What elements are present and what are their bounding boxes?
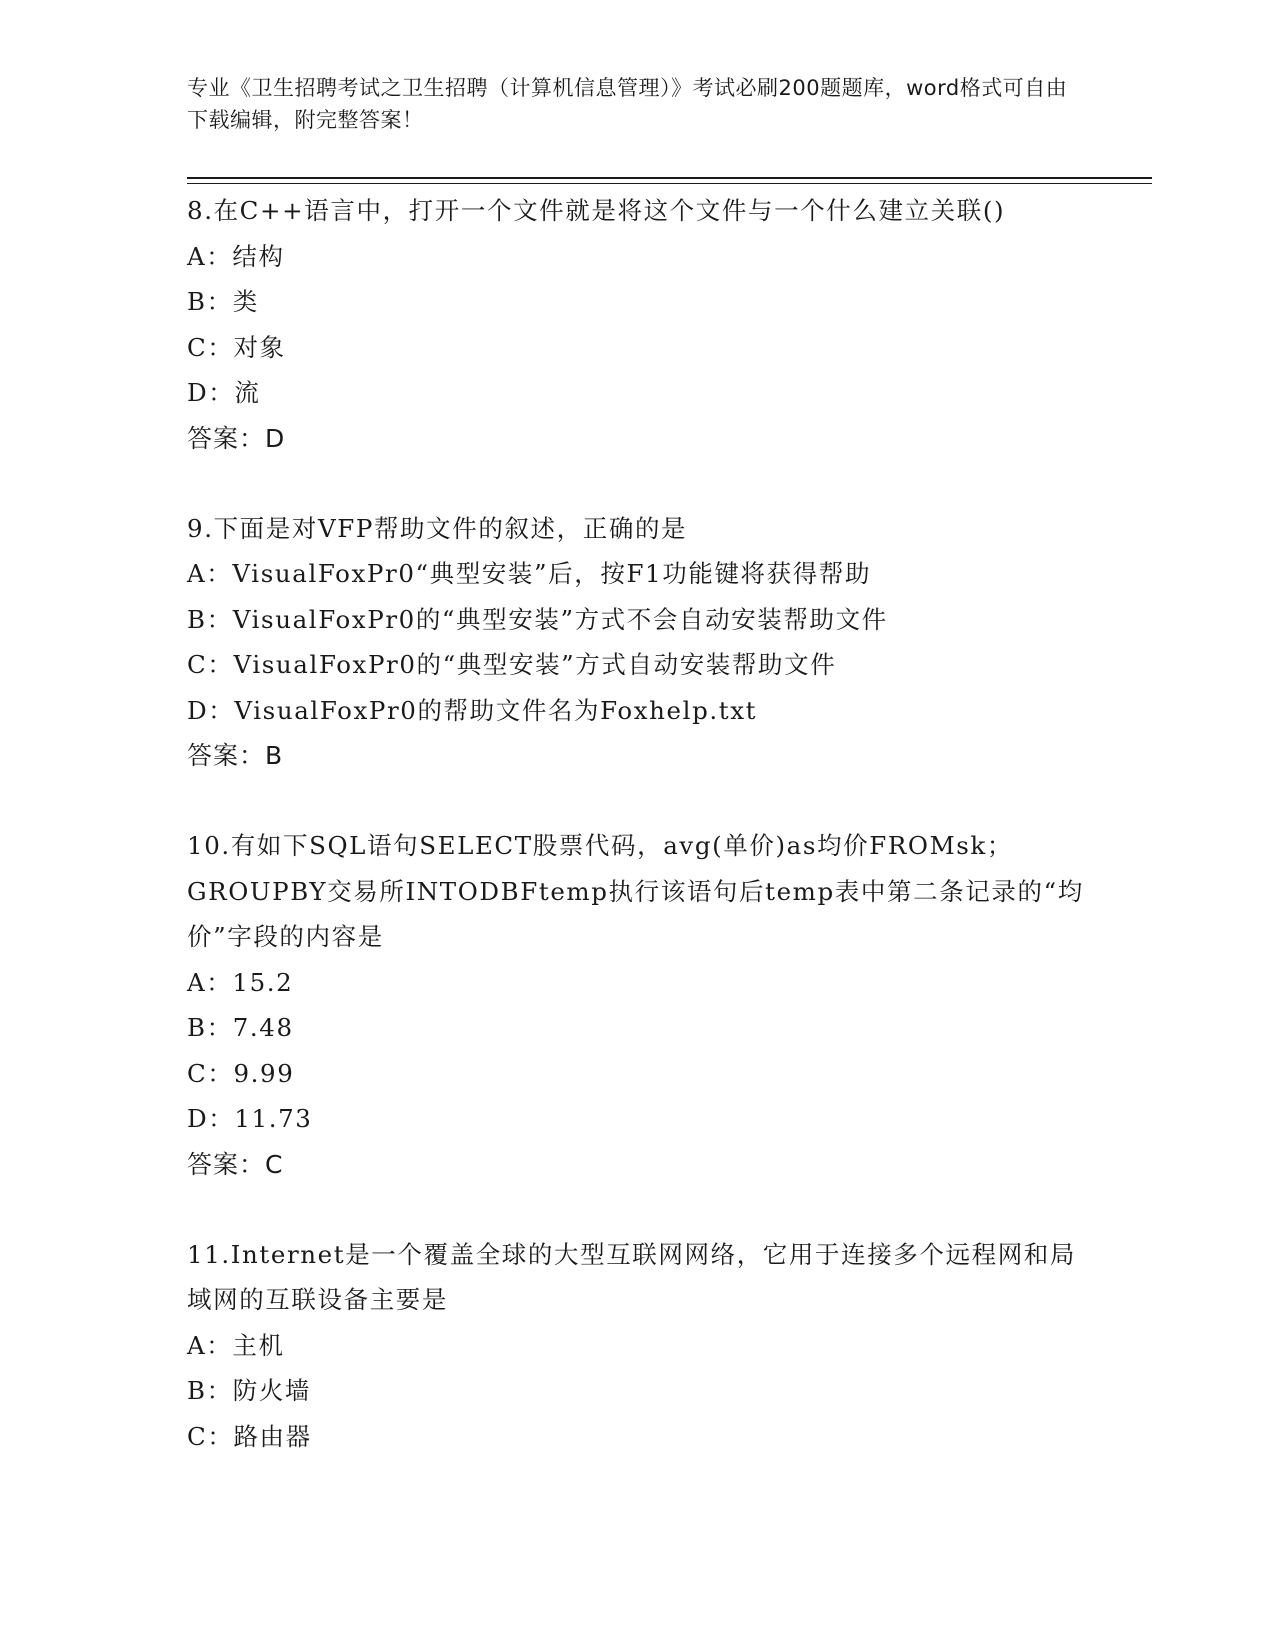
option-text: VisualFoxPr0的“典型安装”方式自动安装帮助文件	[233, 650, 837, 679]
question-block	[187, 823, 1087, 1187]
option-a	[187, 551, 1087, 597]
option-b	[187, 279, 1087, 325]
option-text: VisualFoxPr0“典型安装”后，按F1功能键将获得帮助	[232, 559, 872, 588]
header-divider-bottom	[187, 183, 1152, 184]
option-text: 15.2	[232, 967, 294, 997]
option-text: VisualFoxPr0的帮助文件名为Foxhelp.txt	[234, 695, 758, 725]
option-text: 主机	[232, 1330, 285, 1360]
option-key: C：	[187, 650, 234, 679]
option-c	[187, 1051, 1087, 1097]
option-key: C：	[187, 1421, 234, 1451]
option-text: 结构	[232, 241, 285, 271]
spacer	[187, 778, 1087, 823]
question-text: 9.下面是对VFP帮助文件的叙述，正确的是	[187, 513, 688, 543]
option-d	[187, 370, 1087, 416]
option-key: D：	[187, 1104, 235, 1133]
option-key: A：	[187, 559, 233, 588]
option-b	[187, 597, 1087, 643]
question-text: 10.有如下SQL语句SELECT股票代码，avg(单价)as均价FROMsk；GROUPBY交易所INTODBFtemp执行该语句后temp表中第二条记录的“均价”字段的内容是	[187, 831, 1084, 951]
answer-text: 答案：D	[187, 423, 286, 453]
option-text: 9.99	[233, 1058, 295, 1088]
option-key: B：	[187, 1013, 233, 1042]
option-c	[187, 642, 1087, 688]
option-text: 11.73	[234, 1104, 313, 1133]
option-d	[187, 688, 1087, 734]
answer-text: 答案：B	[187, 741, 284, 770]
option-key: D：	[187, 378, 235, 407]
option-text: 7.48	[232, 1013, 294, 1042]
option-text: VisualFoxPr0的“典型安装”方式不会自动安装帮助文件	[232, 604, 888, 634]
header-divider-top	[187, 177, 1152, 179]
spacer	[187, 1187, 1087, 1232]
question-text: 11.Internet是一个覆盖全球的大型互联网网络，它用于连接多个远程网和局域网的互联设备主要是	[187, 1239, 1076, 1314]
option-b	[187, 1368, 1087, 1414]
spacer	[187, 461, 1087, 506]
question-block	[187, 506, 1087, 779]
option-key: A：	[187, 967, 233, 997]
question-block	[187, 1232, 1087, 1460]
option-text: 类	[232, 287, 259, 316]
option-key: C：	[187, 332, 234, 362]
option-a	[187, 960, 1087, 1006]
option-key: A：	[187, 1330, 233, 1360]
option-a	[187, 1323, 1087, 1369]
option-text: 流	[234, 378, 261, 407]
document-header: 专业《卫生招聘考试之卫生招聘（计算机信息管理）》考试必刷200题题库，word格式可自由下载编辑，附完整答案！	[187, 76, 1068, 132]
option-text: 对象	[233, 332, 286, 362]
question-block	[187, 188, 1087, 461]
answer-text: 答案：C	[187, 1149, 284, 1179]
option-key: D：	[187, 695, 235, 725]
option-text: 路由器	[233, 1421, 312, 1451]
option-b	[187, 1005, 1087, 1051]
option-key: B：	[187, 287, 233, 316]
option-key: B：	[187, 604, 233, 634]
option-c	[187, 1414, 1087, 1460]
option-a	[187, 234, 1087, 280]
option-c	[187, 325, 1087, 371]
option-text: 防火墙	[232, 1376, 312, 1405]
option-key: A：	[187, 241, 233, 271]
option-d	[187, 1096, 1087, 1142]
question-text: 8.在C++语言中，打开一个文件就是将这个文件与一个什么建立关联()	[187, 196, 1006, 225]
option-key: C：	[187, 1058, 234, 1088]
option-key: B：	[187, 1376, 233, 1405]
question-list	[187, 188, 1087, 1459]
